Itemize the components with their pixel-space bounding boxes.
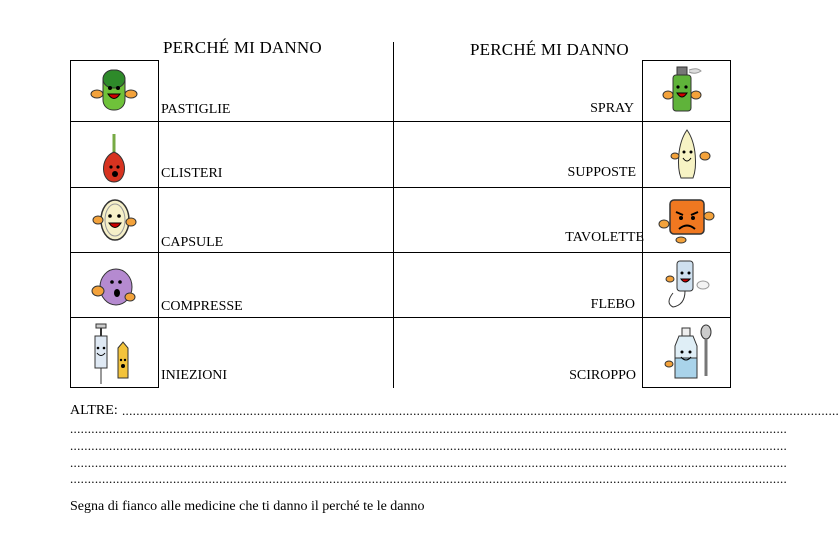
label-supposte: SUPPOSTE (567, 165, 636, 180)
enema-bulb-character-icon (71, 122, 160, 189)
others-answer-line[interactable]: .......................................................................................................................................................................................................... (122, 403, 839, 418)
label-compresse: COMPRESSE (161, 299, 243, 314)
sciroppo-icon-box (642, 317, 731, 388)
label-pastiglie: PASTIGLIE (161, 102, 231, 117)
spray-bottle-character-icon (643, 61, 732, 123)
row-divider (70, 317, 731, 318)
instruction-text: Segna di fianco alle medicine che ti danno il perché te le danno (70, 499, 425, 514)
pastiglie-icon-box (70, 60, 159, 122)
capsule-icon-box (70, 187, 159, 253)
label-sciroppo: SCIROPPO (569, 368, 636, 383)
suppository-character-icon (643, 122, 732, 189)
label-clisteri: CLISTERI (161, 166, 223, 181)
spray-icon-box (642, 60, 731, 122)
syrup-bottle-character-icon (643, 318, 732, 389)
row-divider (70, 121, 731, 122)
label-tavolette: TAVOLETTE (565, 230, 644, 245)
right-column-title: PERCHÉ MI DANNO (470, 40, 629, 59)
row-divider (70, 187, 731, 188)
label-flebo: FLEBO (590, 297, 635, 312)
column-divider (393, 42, 394, 388)
left-column-title: PERCHÉ MI DANNO (163, 38, 322, 57)
square-tablet-character-icon (643, 188, 732, 254)
label-spray: SPRAY (590, 101, 634, 116)
compresse-icon-box (70, 252, 159, 318)
tavolette-icon-box (642, 187, 731, 253)
flebo-icon-box (642, 252, 731, 318)
syringe-ampoule-character-icon (71, 318, 160, 389)
label-iniezioni: INIEZIONI (161, 368, 228, 383)
iniezioni-icon-box (70, 317, 159, 388)
capsule-character-icon (71, 188, 160, 254)
answer-line[interactable]: .......................................................................................................................................................................................................... (70, 438, 788, 453)
others-label: ALTRE: (70, 403, 118, 418)
iv-drip-character-icon (643, 253, 732, 319)
answer-line[interactable]: .......................................................................................................................................................................................................... (70, 455, 788, 470)
answer-line[interactable]: .......................................................................................................................................................................................................... (70, 421, 788, 436)
clisteri-icon-box (70, 121, 159, 188)
row-divider (70, 252, 731, 253)
answer-line[interactable]: .......................................................................................................................................................................................................... (70, 471, 788, 486)
supposte-icon-box (642, 121, 731, 188)
tablet-character-icon (71, 253, 160, 319)
label-capsule: CAPSULE (161, 235, 224, 250)
pill-capsule-character-icon (71, 61, 160, 123)
